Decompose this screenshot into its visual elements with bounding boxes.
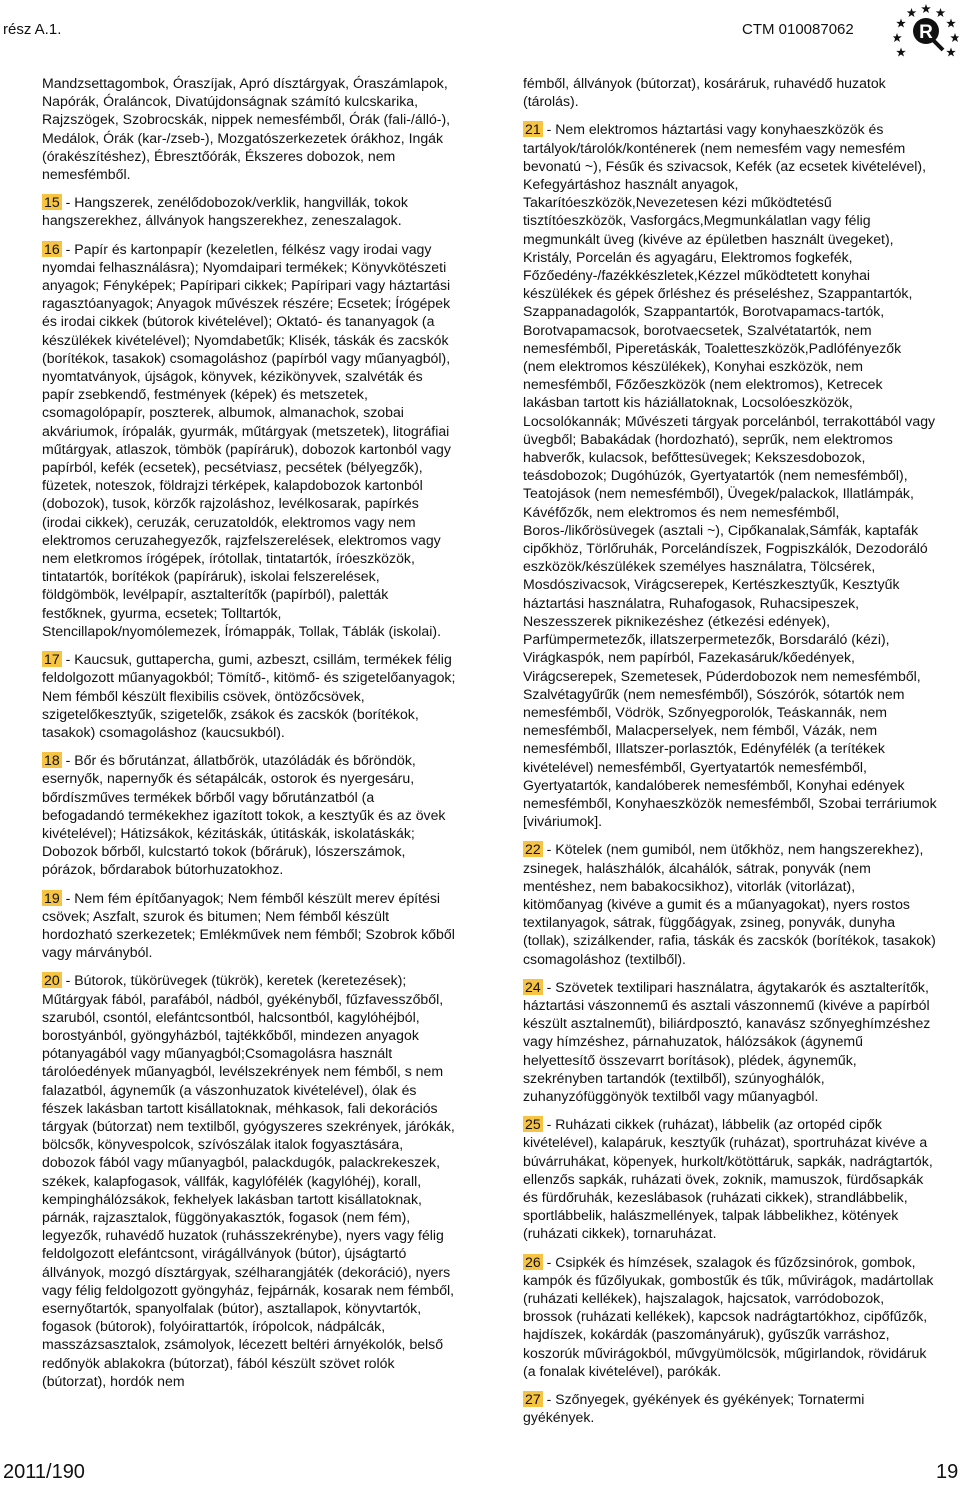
class-number: 18 [44,752,60,769]
class-entry [42,74,456,183]
left-column [42,74,456,1400]
class-entry [523,1390,937,1426]
class-text: fémből, állványok (bútorzat), kosáráruk, ruhavédő huzatok (tárolás). [523,75,886,110]
class-text: - Csipkék és hímzések, szalagok és fűzőzsinórok, gombok, kampók és fűzőlyukak, gombostűk és tűk, művirágok, madártollak (ruházati kellékek), hajszalagok, hajcsatok, varródobozok, brossok (ruházati kellékek), kapcsok nadrágtartókhoz, cipőfűzők, hajdíszek, kokárdák (paszományáruk), gyűszűk varráshoz, koszorúk művirágokból, művgyümölcsök, műgirlandok, rövidáruk (a fonalak kivételével), parókák. [523,1253,934,1379]
class-text: Mandzsettagombok, Óraszíjak, Apró dísztárgyak, Óraszámlapok, Napórák, Óraláncok, Divatújdonságnak számító kulcskarika, Rajzszögek, Szobrocskák, nippek nemesfémből, Órák (fali-/álló-), Medálok, Órák (kar-/zseb-), Mozgatószerkezetek órákhoz, Ingák (órakészítéshez), Ébresztőórák, Ékszeres dobozok, nem nemesfémből. [42,75,451,183]
class-text: - Kötelek (nem gumiból, nem ütőkhöz, nem hangszerekhez), zsinegek, halászhálók, álcahálók, sátrak, ponyvák (nem mentéshez, nem babakocsikhoz), vitorlák (vitorlázat), kitömőanyag (kivéve a gumit és a műanyagokat), nyers rostos textilanyagok, sátrak, függőágyak, zsineg, ponyvák, dunyha (tollak), szizálkender, rafia, táskák és zacskók (borítékok, tasakok) csomagoláshoz (textilből). [523,841,936,967]
class-number: 20 [44,972,60,989]
issue-number: 2011/190 [3,1461,85,1483]
logo-letter: R [919,22,933,43]
section-reference: rész A.1. [3,21,62,38]
class-entry [42,240,456,640]
class-text: - Bőr és bőrutánzat, állatbőrök, utazóládák és bőröndök, esernyők, napernyők és sétapálcák, ostorok és nyergesáru, bőrdíszműves termékek bőrből vagy bőrutánzatból (a befogadandó termékekhez igazított tokok, a kesztyűk és az övek kivételével); Hátizsákok, kézitáskák, útitáskák, iskolatáskák; Dobozok bőrből, kulcstartó tokok (bőráruk), lószerszámok, pórázok, bőrdarabok bútorhuzatokhoz. [42,752,446,878]
class-number: 17 [44,651,60,668]
class-text: - Ruházati cikkek (ruházat), lábbelik (az ortopéd cipők kivételével), kalapáruk, kesztyűk (ruházat), sportruházat kivéve a búvárruhákat, köpenyek, hurkolt/kötöttáruk, sapkák, nadrágtartók, ellenzős sapkák, ruházati övek, zoknik, mamuszok, fürdősapkák és fürdőruhák, kezeslábasok (ruházati cikkek), strandlábbelik, sportlábbelik, halászmellények, talpak lábbelikhez, kötények (ruházati cikkek), tornaruházat. [523,1116,933,1242]
right-column [523,74,937,1436]
class-number: 22 [525,841,541,858]
class-number: 27 [525,1391,541,1408]
class-entry [523,1253,937,1380]
page-number: 19 [936,1461,959,1483]
eu-stars-r-logo-icon [893,0,959,66]
class-text: - Szőnyegek, gyékények és gyékények; Tornatermi gyékények. [523,1391,865,1426]
document-code: CTM 010087062 [742,21,854,38]
class-entry [523,978,937,1105]
class-number: 21 [525,121,541,138]
class-text: - Hangszerek, zenélődobozok/verklik, hangvillák, tokok hangszerekhez, állványok hangszerekhez, zeneszalagok. [42,194,408,229]
class-text: - Kaucsuk, guttapercha, gumi, azbeszt, csillám, termékek félig feldolgozott műanyagokból; Tömítő-, kitömő- és szigetelőanyagok; Nem fémből készült flexibilis csövek, öntözőcsövek, szigetelőkesztyűk, szigetelők, zsákok és zacskók (borítékok, tasakok) csomagoláshoz (kaucsukból). [42,651,456,740]
class-entry [42,751,456,878]
class-text: - Nem elektromos háztartási vagy konyhaeszközök és tartályok/tárolók/konténerek (nem nemesfém vagy nemesfém bevonatú ~), Fésűk és szivacsok, Kefék (az ecsetek kivételével), Kefegyártáshoz használt anyagok, Takarítóeszközök,Nevezetesen kézi működtetésű tisztítóeszközök, Vasforgács,Megmunkálatlan vagy félig megmunkált üveg (kivéve az épületben használt üvegeket), Kristály, Porcelán és agyagáru, Elektromos fogkefék, Főzőedény-/fazékkészletek,Kézzel működtetett konyhai készülékek és gépek őrléshez és préseléshez, Szappantartók, Szappanadagolók, Szappantartók, Borotvapamacs-tartók, Borotvapamacsok, borotvaecsetek, Szalvétatartók, nem nemesfémből, Piperetáskák, Toaletteszközök,Padlófényezők (nem elektromos készülékek), Konyhai eszközök, nem nemesfémből, Főzőeszközök (nem elektromos), Ketrecek lakásban tartott kis háziállatoknak, Locsolóeszközök, Locsolókannák; Művészeti tárgyak porcelánból, terrakottából vagy üvegből; Babakádak (hordozható), seprűk, nem elektromos habverők, kulacsok, befőttesüvegek; Kekszesdobozok, teásdobozok; Dugóhúzók, Gyertyatartók (nem nemesfémből), Teatojások (nem nemesfémből), Üvegek/palackok, Illatlámpák, Kávéfőzők, nem elektromos és nem nemesfémből, Boros-/likőrösüvegek (asztali ~), Cipőkanalak,Sámfák, kaptafák cipőkhöz, Törlőruhák, Porcelándíszek, Fogpiszkálók, Dezodoráló eszközök/készülékek személyes használatra, Tölcsérek, Mosdószivacsok, Virágcserepek, Kertészkesztyűk, Kesztyűk háztartási használatra, Ruhafogasok, Ruhacsipeszek, Neszesszerek piknikezéshez (étkezési edények), Parfümpermetezők, illatszerpermetezők, Borsdaráló (kézi), Virágkaspók, nem papírból, Fazekasáruk/kőedények, Virágcserepek, Szemetesek, Púderdobozok nem nemesfémből, Szalvétagyűrűk (nem nemesfémből), Sószórók, sótartók nem nemesfémből, Vödrök, Szőnyegporolók, Teáskannák, nem nemesfémből, Malacperselyek, nem fémből, Vázák, nem nemesfémből, Illatszer-porlasztók, Edényfélék (a terítékek kivételével) nemesfémből, Gyertyatartók nemesfémből, Gyertyatartók, kandalóberek nemesfémből, Konyhai edények nemesfémből, Konyhaeszközök nemesfémből, Szobai terráriumok [viváriumok]. [523,121,937,830]
class-number: 25 [525,1116,541,1133]
class-entry [523,840,937,967]
class-entry [523,120,937,830]
class-number: 16 [44,240,60,257]
class-entry [42,971,456,1390]
class-entry [42,650,456,741]
class-text: - Nem fém építőanyagok; Nem fémből készült merev építési csövek; Aszfalt, szurok és bitumen; Nem fémből készült hordozható szerkezetek; Emlékművek nem fémből; Szobrok kőből vagy márványból. [42,889,455,961]
class-entry [42,889,456,962]
logo-tail [933,40,943,50]
class-text: - Papír és kartonpapír (kezeletlen, félkész vagy irodai vagy nyomdai felhasználásra); Nyomdaipari termékek; Könyvkötészeti anyagok; Fényképek; Papíripari cikkek; Papíripari vagy háztartási ragasztóanyagok; Anyagok művészek részére; Ecsetek; Írógépek és irodai cikkek (bútorok kivételével); Oktató- és tananyagok (a készülékek kivételével); Nyomdabetűk; Klisék, táskák és zacskók (borítékok, tasakok) csomagoláshoz (papírból vagy műanyagból), nyomtatványok, újságok, könyvek, kézikönyvek, szalvéták és papír zsebkendő, festmények (képek) és metszetek, csomagolópapír, poszterek, albumok, almanachok, szobai akváriumok, írópalák, gyurmák, műtárgyak (metszetek), litográfiai műtárgyak, atlaszok, tömbök (papíráruk), dobozok kartonból vagy papírból, kefék (ecsetek), pecsétviasz, pecsétek (bélyegzők), füzetek, noteszok, földrajzi térképek, kalapdobozok kartonból (dobozok), tusok, körzők rajzoláshoz, levélkosarak, papírkés (irodai cikkek), ceruzák, ceruzatoldók, elektromos vagy nem elektromos ceruzahegyezők, rajzfelszerelések, elektromos vagy nem eletkromos írógépek, írótollak, tintatartók, íróeszközök, tintatartók, borítékok (papíráruk), iskolai felszerelések, földgömbök, levélpapír, asztalterítők (papírból), paletták festőknek, gyurma, ecsetek; Tolltartók, Stencillapok/nyomólemezek, Írómappák, Tollak, Táblák (iskolai). [42,240,451,639]
class-entry [523,74,937,110]
class-number: 24 [525,978,541,995]
class-number: 15 [44,194,60,211]
class-text: - Bútorok, tükörüvegek (tükrök), keretek (keretezések); Műtárgyak fából, parafából, nádból, gyékényből, fűzfavesszőből, szaruból, csontól, elefántcsontból, halcsontból, kagylóhéjból, borostyánból, gyöngyházból, tajtékkőből, mindezen anyagok pótanyagából vagy műanyagból;Csomagolásra használt tárolóedények műanyagból, levélszekrények nem fémből, s nem falazatból, ágyneműk (a vászonhuzatok kivételével), ólak és fészek lakásban tartott kisállatoknak, méhkasok, fali dekorációs tárgyak (bútorzat) nem textilből, gyógyszeres szekrények, járókák, bölcsők, könyvespolcok, szívószálak italok fogyasztására, dobozok fából vagy műanyagból, palackdugók, palackrekeszek, székek, kalapfogasok, vállfák, kagylófélék (kagylóhéj), korall, kempinghálózsákok, fekhelyek lakásban tartott kisállatoknak, párnák, rajzasztalok, függönyakasztók, fogasok (nem fém), legyezők, ruhavédő huzatok (ruhásszekrénybe), nyers vagy félig feldolgozott elefántcsont, virágállványok (bútor), újságtartó állványok, mozgó dísztárgyak, szélharangjáték (dekoráció), nyers vagy félig feldolgozott gyöngyház, fejpárnák, kosarak nem fémből, esernyőtartók, spanyolfalak (bútor), asztallapok, könyvtartók, fogasok (bútorok), folyóirattartók, írópolcok, nádpálcák, masszázsasztalok, zsámolyok, lécezett beltéri árnyékolók, belső redőnyök ablakokra (bútorzat), fából készült szövet rolók (bútorzat), hordók nem [42,972,455,1389]
class-number: 19 [44,889,60,906]
class-entry [523,1115,937,1242]
class-text: - Szövetek textilipari használatra, ágytakarók és asztalterítők, háztartási vászonnemű és asztali vászonnemű (kivéve a papírból készült asztalneműt), biliárdposztó, kanavász szőnyeghímzéshez vagy hímzéshez, párnahuzatok, hálózsákok (ágynemű helyettesítő összevarrt borítások), plédek, ágyneműk, szekrényben tartandók (textilből), szúnyoghálók, zuhanyzófüggönyök textilből vagy műanyagból. [523,978,931,1104]
class-number: 26 [525,1253,541,1270]
class-entry [42,193,456,229]
